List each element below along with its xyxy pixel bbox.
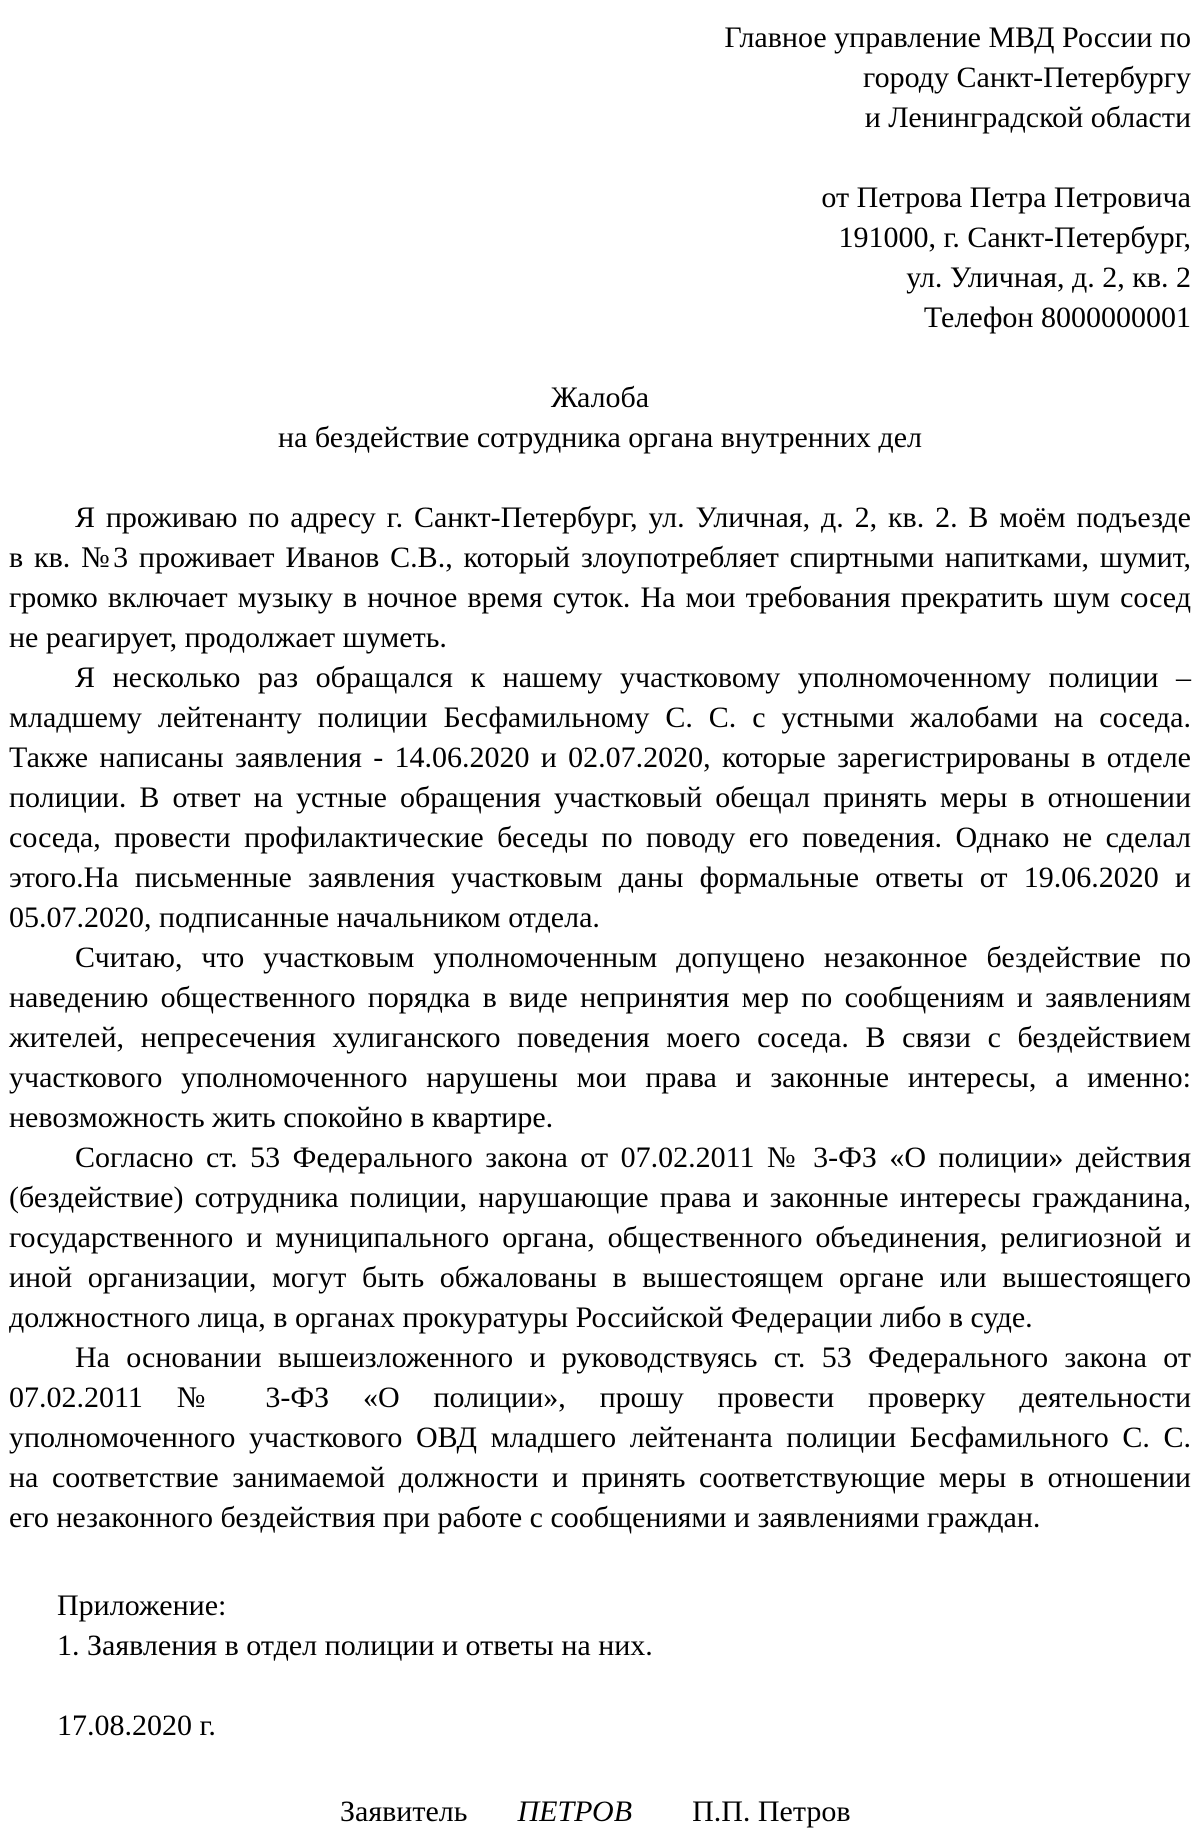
- recipient-address-block: [9, 18, 1191, 138]
- text-line: Я несколько раз обращался к нашему участковому уполномоченному полиции –: [75, 661, 1191, 694]
- paragraph: [9, 938, 1191, 1138]
- spacer: [9, 1746, 1191, 1792]
- document-title: Жалоба: [550, 381, 650, 414]
- text-line: государственного и муниципального органа, общественного объединения, религиозной и: [9, 1221, 1191, 1254]
- spacer: [9, 1538, 1191, 1586]
- text-line: участкового уполномоченного нарушены мои права и законные интересы, а именно:: [9, 1061, 1191, 1094]
- text-line: На основании вышеизложенного и руководствуясь ст. 53 Федерального закона от: [75, 1341, 1191, 1374]
- text-line: невозможность жить спокойно в квартире.: [9, 1101, 554, 1134]
- text-line: полиции. В ответ на устные обращения участковый обещал принять меры в отношении: [9, 781, 1191, 814]
- paragraph: [9, 498, 1191, 658]
- signatory-name: П.П. Петров: [692, 1795, 851, 1828]
- text-line: Телефон 8000000001: [923, 301, 1191, 334]
- text-line: на соответствие занимаемой должности и принять соответствующие меры в отношении: [9, 1461, 1191, 1494]
- text-line: Также написаны заявления - 14.06.2020 и 02.07.2020, которые зарегистрированы в отделе: [9, 741, 1191, 774]
- text-line: (бездействие) сотрудника полиции, нарушающие права и законные интересы гражданина,: [9, 1181, 1191, 1214]
- spacer: [9, 458, 1191, 498]
- text-line: ул. Уличная, д. 2, кв. 2: [906, 261, 1191, 294]
- signature-role-label: Заявитель: [340, 1795, 468, 1828]
- text-line: жителей, непресечения хулиганского поведения моего соседа. В связи с бездействием: [9, 1021, 1191, 1054]
- spacer: [9, 338, 1191, 378]
- text-line: городу Санкт-Петербургу: [863, 61, 1191, 94]
- spacer: [9, 138, 1191, 178]
- sender-address-block: [9, 178, 1191, 338]
- document-date: 17.08.2020 г.: [57, 1709, 216, 1742]
- paragraph: [9, 1338, 1191, 1538]
- handwritten-signature: ПЕТРОВ: [517, 1795, 633, 1828]
- text-line: этого.На письменные заявления участковым даны формальные ответы от 19.06.2020 и: [9, 861, 1191, 894]
- text-line: соседа, провести профилактические беседы по поводу его поведения. Однако не сделал: [9, 821, 1191, 854]
- text-line: должностного лица, в органах прокуратуры Российской Федерации либо в суде.: [9, 1301, 1033, 1334]
- text-line: 1. Заявления в отдел полиции и ответы на них.: [57, 1629, 653, 1662]
- attachment-label: Приложение:: [57, 1589, 227, 1622]
- text-line: 191000, г. Санкт-Петербург,: [838, 221, 1191, 254]
- text-line: и Ленинградской области: [864, 101, 1191, 134]
- text-line: Главное управление МВД России по: [724, 21, 1191, 54]
- text-line: 05.07.2020, подписанные начальником отдела.: [9, 901, 600, 934]
- text-line: громко включает музыку в ночное время суток. На мои требования прекратить шум сосед: [9, 581, 1191, 614]
- text-line: от Петрова Петра Петровича: [821, 181, 1191, 214]
- paragraph: [9, 1138, 1191, 1338]
- text-line: иной организации, могут быть обжалованы в вышестоящем органе или вышестоящего: [9, 1261, 1191, 1294]
- text-line: его незаконного бездействия при работе с сообщениями и заявлениями граждан.: [9, 1501, 1041, 1534]
- text-line: в кв. №3 проживает Иванов С.В., который злоупотребляет спиртными напитками, шумит,: [9, 541, 1191, 574]
- attachment-section: [57, 1586, 1191, 1666]
- text-line: уполномоченного участкового ОВД младшего лейтенанта полиции Бесфамильного С. С.: [9, 1421, 1191, 1454]
- document-body: [9, 498, 1191, 1538]
- text-line: не реагирует, продолжает шуметь.: [9, 621, 447, 654]
- text-line: Считаю, что участковым уполномоченным допущено незаконное бездействие по: [75, 941, 1191, 974]
- spacer: [9, 1666, 1191, 1706]
- text-line: наведению общественного порядка в виде непринятия мер по сообщениям и заявлениям: [9, 981, 1191, 1014]
- text-line: Согласно ст. 53 Федерального закона от 07.02.2011 № 3-ФЗ «О полиции» действия: [75, 1141, 1191, 1174]
- text-line: младшему лейтенанту полиции Бесфамильному С. С. с устными жалобами на соседа.: [9, 701, 1191, 734]
- paragraph: [9, 658, 1191, 938]
- signature-row: [340, 1792, 1191, 1832]
- attachment-items: [57, 1626, 1191, 1666]
- text-line: 07.02.2011 № 3-ФЗ «О полиции», прошу провести проверку деятельности: [9, 1381, 1191, 1414]
- document-subtitle: на бездействие сотрудника органа внутренних дел: [278, 421, 922, 454]
- text-line: Я проживаю по адресу г. Санкт-Петербург, ул. Уличная, д. 2, кв. 2. В моём подъезде: [75, 501, 1191, 534]
